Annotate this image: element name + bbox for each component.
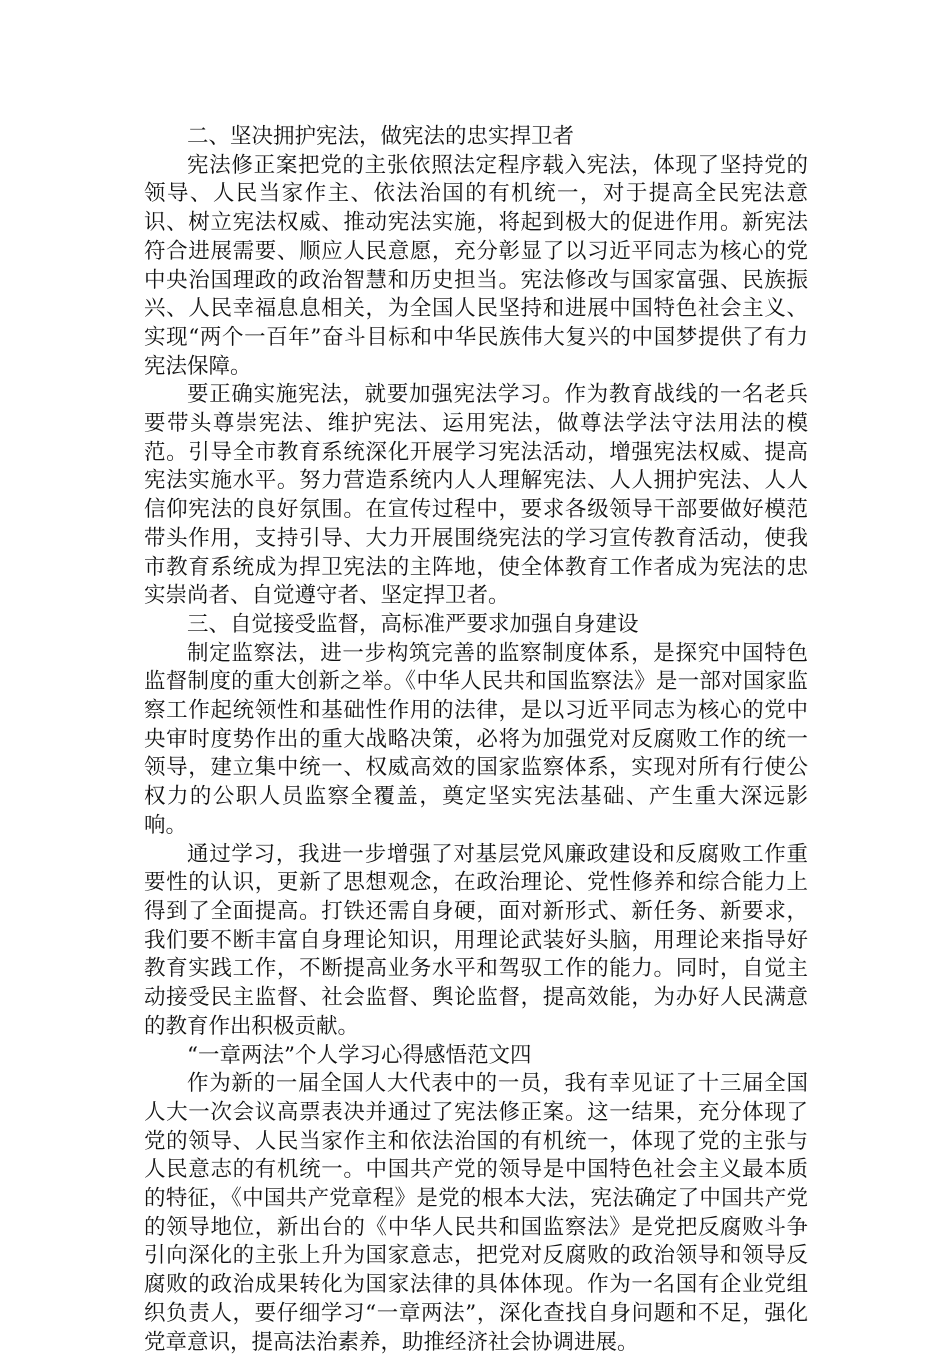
document-body (144, 123, 808, 1357)
section-heading-2: 二、坚决拥护宪法，做宪法的忠实捍卫者 (187, 124, 575, 149)
paragraph: 作为新的一届全国人大代表中的一员，我有幸见证了十三届全国人大一次会议高票表决并通过了宪法修正案。这一结果，充分体现了党的领导、人民当家作主和依法治国的有机统一，体现了党的主张与人民意志的有机统一。中国共产党的领导是中国特色社会主义最本质的特征，《中国共产党章程》是党的根本大法，宪法确定了中国共产党的领导地位，新出台的《中华人民共和国监察法》是党把反腐败斗争引向深化的主张上升为国家意志，把党对反腐败的政治领导和领导反腐败的政治成果转化为国家法律的具体体现。作为一名国有企业党组织负责人，要仔细学习“一章两法”，深化查找自身问题和不足，强化党章意识，提高法治素养，助推经济社会协调进展。 (144, 1071, 808, 1355)
paragraph: 宪法修正案把党的主张依照法定程序载入宪法，体现了坚持党的领导、人民当家作主、依法治国的有机统一，对于提高全民宪法意识、树立宪法权威、推动宪法实施，将起到极大的促进作用。新宪法符合进展需要、顺应人民意愿，充分彰显了以习近平同志为核心的党中央治国理政的政治智慧和历史担当。宪法修改与国家富强、民族振兴、人民幸福息息相关，为全国人民坚持和进展中国特色社会主义、实现“两个一百年”奋斗目标和中华民族伟大复兴的中国梦提供了有力宪法保障。 (144, 152, 808, 379)
article-title: “一章两法”个人学习心得感悟范文四 (187, 1042, 532, 1068)
paragraph: 要正确实施宪法，就要加强宪法学习。作为教育战线的一名老兵要带头尊崇宪法、维护宪法、运用宪法，做尊法学法守法用法的模范。引导全市教育系统深化开展学习宪法活动，增强宪法权威、提高宪法实施水平。努力营造系统内人人理解宪法、人人拥护宪法、人人信仰宪法的良好氛围。在宣传过程中，要求各级领导干部要做好模范带头作用，支持引导、大力开展围绕宪法的学习宣传教育活动，使我市教育系统成为捍卫宪法的主阵地，使全体教育工作者成为宪法的忠实崇尚者、自觉遵守者、坚定捍卫者。 (144, 382, 808, 609)
section-heading-3: 三、自觉接受监督，高标准严要求加强自身建设 (187, 611, 639, 637)
paragraph: 通过学习，我进一步增强了对基层党风廉政建设和反腐败工作重要性的认识，更新了思想观念，在政治理论、党性修养和综合能力上得到了全面提高。打铁还需自身硬，面对新形式、新任务、新要求，我们要不断丰富自身理论知识，用理论武装好头脑，用理论来指导好教育实践工作，不断提高业务水平和驾驭工作的能力。同时，自觉主动接受民主监督、社会监督、舆论监督，提高效能，为办好人民满意的教育作出积极贡献。 (144, 841, 808, 1039)
paragraph: 制定监察法，进一步构筑完善的监察制度体系，是探究中国特色监督制度的重大创新之举。《中华人民共和国监察法》是一部对国家监察工作起统领性和基础性作用的法律，是以习近平同志为核心的党中央审时度势作出的重大战略决策，必将为加强党对反腐败工作的统一领导，建立集中统一、权威高效的国家监察体系，实现对所有行使公权力的公职人员监察全覆盖，奠定坚实宪法基础、产生重大深远影响。 (144, 640, 808, 838)
